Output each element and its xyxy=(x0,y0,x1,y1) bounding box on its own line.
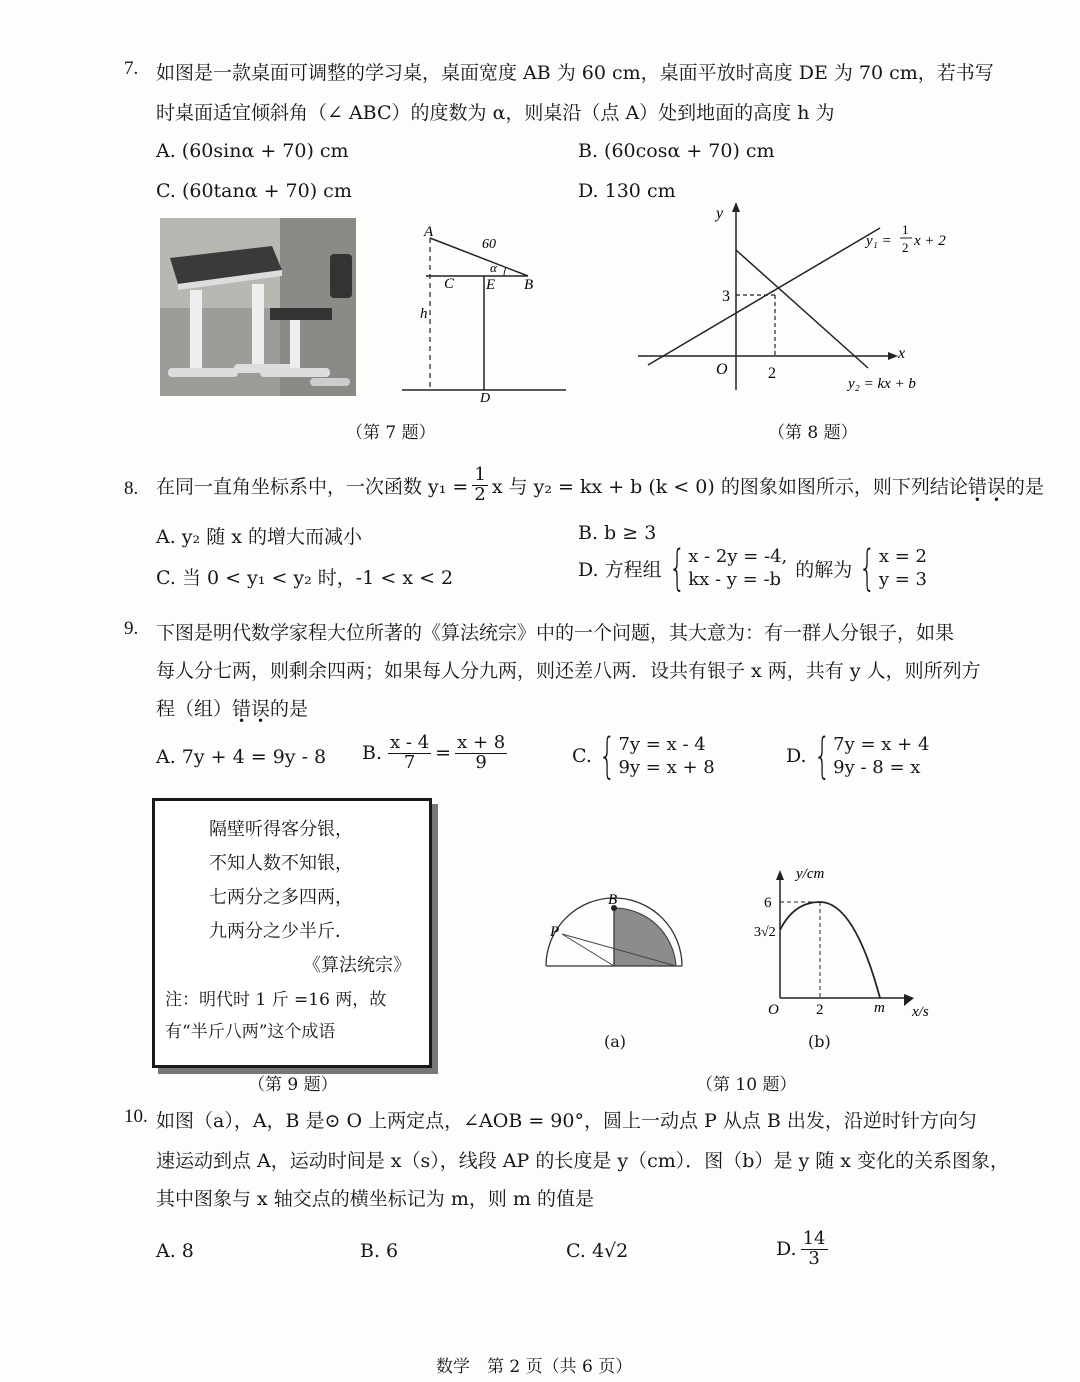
q8-stem-pre: 在同一直角坐标系中，一次函数 y₁ = xyxy=(156,475,469,498)
q8-axis-y: y xyxy=(716,205,724,222)
q8-caption: （第 8 题） xyxy=(768,423,858,443)
q10-option-c: C. 4√2 xyxy=(566,1240,629,1262)
q7-figure xyxy=(396,220,572,406)
q9-number: 9. xyxy=(124,618,139,639)
q7-caption: （第 7 题） xyxy=(346,423,436,443)
q7-option-a: A. (60sinα + 70) cm xyxy=(156,140,349,162)
q8-number: 8. xyxy=(124,478,139,499)
q9-option-c-system: { 7y = x - 4 9y = x + 8 xyxy=(598,728,715,784)
q9-c-row-2: 9y = x + 8 xyxy=(618,757,715,778)
q10-stem-line1: 如图（a），A，B 是⊙ O 上两定点，∠AOB = 90°，圆上一动点 P 从点 B 出发，沿逆时针方向匀 xyxy=(156,1110,977,1132)
q10-option-d xyxy=(776,1230,828,1269)
q9-poem-line-1: 隔壁听得客分银， xyxy=(209,819,353,840)
desk-photo xyxy=(160,218,356,396)
q9-option-d xyxy=(786,728,930,784)
q9-option-b-frac-left xyxy=(388,734,431,773)
q10-b-tick-m: m xyxy=(874,1000,885,1016)
q8-tick-2: 2 xyxy=(768,365,776,382)
q9-option-b xyxy=(362,734,507,773)
q9-d-row-2: 9y - 8 = x xyxy=(833,757,921,778)
q10-b-origin: O xyxy=(768,1002,779,1018)
q8-system-row-1: x - 2y = -4, xyxy=(688,545,788,567)
q9-poem-line-3: 七两分之多四两， xyxy=(209,887,353,908)
q9-b-den-left: 7 xyxy=(403,751,416,773)
q10-caption: （第 10 题） xyxy=(696,1075,797,1095)
q8-solution-row-2: y = 3 xyxy=(878,569,927,590)
q8-option-b: B. b ≥ 3 xyxy=(578,522,657,544)
q8-axis-x: x xyxy=(898,345,906,362)
q10-b-axis-y: y/cm xyxy=(796,866,825,882)
q10-number: 10. xyxy=(124,1106,148,1127)
q10-a-label-p: P xyxy=(550,924,560,940)
q9-b-num-right: x + 8 xyxy=(457,732,506,753)
q8-stem-fraction xyxy=(472,466,487,505)
q7-number: 7. xyxy=(124,58,139,79)
q8-system-row-2: kx - y = -b xyxy=(688,569,782,590)
q8-solution-row-1: x = 2 xyxy=(878,545,927,567)
q10-b-tick-2: 2 xyxy=(816,1002,824,1018)
q9-poem-line-4: 九两分之少半斤． xyxy=(209,921,353,942)
q10-option-d-fraction xyxy=(801,1230,828,1269)
q8-stem-end: 的是 xyxy=(1005,475,1044,498)
q8-option-d xyxy=(578,540,927,596)
q9-c-row-1: 7y = x - 4 xyxy=(618,733,706,755)
q10-a-label-b: B xyxy=(608,892,618,908)
q9-stem-line2: 每人分七两，则剩余四两；如果每人分九两，则还差八两．设共有银子 x 两，共有 y 人，则所列方 xyxy=(156,660,981,682)
q7-label-h: h xyxy=(420,306,428,322)
q10-b-caption: (b) xyxy=(808,1032,831,1051)
q8-y1-rhs: x + 2 xyxy=(914,233,946,249)
q8-tick-3: 3 xyxy=(722,288,730,305)
q8-option-d-system: { x - 2y = -4, kx - y = -b xyxy=(668,540,788,596)
q8-graph xyxy=(628,198,958,408)
q9-b-den-right: 9 xyxy=(475,751,487,773)
q8-frac-num: 1 xyxy=(474,464,486,485)
q9-stem-line3-pre: 程（组） xyxy=(156,698,233,720)
q8-origin: O xyxy=(716,361,728,378)
q7-label-e: E xyxy=(486,277,496,293)
q10-figure-b xyxy=(750,862,940,1022)
q9-b-num-left: x - 4 xyxy=(390,732,430,753)
q7-option-d: D. 130 cm xyxy=(578,180,676,202)
q9-stem-line3 xyxy=(156,694,308,721)
q7-option-c: C. (60tanα + 70) cm xyxy=(156,180,352,202)
q9-stem-dot-1: 错 xyxy=(232,698,252,720)
q10-stem-line2: 速运动到点 A，运动时间是 x（s），线段 AP 的长度是 y（cm）．图（b）是 y 随 x 变化的关系图象， xyxy=(156,1150,1010,1172)
q9-poem-line-2: 不知人数不知银， xyxy=(209,853,353,874)
q10-figure-a xyxy=(540,890,700,980)
q8-frac-den: 2 xyxy=(474,483,486,505)
q10-d-den: 3 xyxy=(808,1247,820,1269)
q10-d-num: 14 xyxy=(802,1228,826,1249)
q10-a-caption: (a) xyxy=(604,1032,627,1051)
q7-stem-line1: 如图是一款桌面可调整的学习桌，桌面宽度 AB 为 60 cm，桌面平放时高度 DE 为 70 cm，若书写 xyxy=(156,62,994,84)
q9-option-b-equals: = xyxy=(435,742,452,765)
q7-label-d: D xyxy=(480,391,491,406)
q10-option-d-prefix: D. xyxy=(776,1238,797,1261)
q8-y1-lhs: y₁ = xyxy=(866,233,892,249)
q9-option-c xyxy=(572,728,715,784)
q10-stem-line3: 其中图象与 x 轴交点的横坐标记为 m，则 m 的值是 xyxy=(156,1188,594,1210)
q8-option-d-prefix: D. 方程组 xyxy=(578,558,662,581)
q9-caption: （第 9 题） xyxy=(248,1075,338,1095)
q8-option-d-mid: 的解为 xyxy=(795,558,853,581)
q10-b-tick-3root2: 3√2 xyxy=(754,925,776,940)
q9-note-line-2: 有“半斤八两”这个成语 xyxy=(165,1022,336,1042)
q10-b-axis-x: x/s xyxy=(912,1004,929,1020)
q8-stem xyxy=(156,466,1044,505)
q9-d-row-1: 7y = x + 4 xyxy=(833,733,930,755)
q7-label-length: 60 xyxy=(482,237,496,252)
q9-option-b-frac-right xyxy=(455,734,507,773)
q9-option-b-prefix: B. xyxy=(362,742,383,765)
q10-option-b: B. 6 xyxy=(360,1240,399,1262)
q8-option-a: A. y₂ 随 x 的增大而减小 xyxy=(156,526,362,548)
q9-stem-line3-post: 的是 xyxy=(270,698,309,720)
q7-stem-line2: 时桌面适宜倾斜角（∠ ABC）的度数为 α，则桌沿（点 A）处到地面的高度 h 为 xyxy=(156,102,835,124)
q8-y2-label: y₂ = kx + b xyxy=(848,376,916,392)
q9-poem-source: 《算法统宗》 xyxy=(303,955,411,976)
q9-option-d-prefix: D. xyxy=(786,745,807,767)
q9-stem-dot-2: 误 xyxy=(251,698,271,720)
q10-b-tick-6: 6 xyxy=(764,895,772,911)
page-footer: 数学 第 2 页（共 6 页） xyxy=(436,1357,633,1377)
q7-label-alpha: α xyxy=(490,260,497,275)
q9-option-c-prefix: C. xyxy=(572,745,592,767)
q7-label-c: C xyxy=(444,276,455,292)
q9-poem-box xyxy=(152,798,432,1068)
q8-option-d-solution: { x = 2 y = 3 xyxy=(859,540,927,596)
q8-y1-num: 1 xyxy=(902,222,909,237)
q8-stem-mid: x 与 y₂ = kx + b (k < 0) 的图象如图所示，则下列结论 xyxy=(491,475,968,498)
q8-stem-dot-1: 错 · xyxy=(968,472,987,499)
q9-option-a: A. 7y + 4 = 9y - 8 xyxy=(156,746,327,768)
q7-option-b: B. (60cosα + 70) cm xyxy=(578,140,775,162)
q7-label-a: A xyxy=(424,224,434,240)
q9-stem-line1: 下图是明代数学家程大位所著的《算法统宗》中的一个问题，其大意为：有一群人分银子，如果 xyxy=(156,622,955,644)
q7-label-b: B xyxy=(524,277,534,293)
q8-stem-dot-2: 误 · xyxy=(987,472,1006,499)
q10-option-a: A. 8 xyxy=(156,1240,194,1262)
q9-option-d-system: { 7y = x + 4 9y - 8 = x xyxy=(813,728,930,784)
q8-option-c: C. 当 0 < y₁ < y₂ 时，-1 < x < 2 xyxy=(156,567,454,589)
q9-note-line-1: 注：明代时 1 斤 =16 两，故 xyxy=(165,990,387,1010)
q8-y1-den: 2 xyxy=(902,240,909,255)
